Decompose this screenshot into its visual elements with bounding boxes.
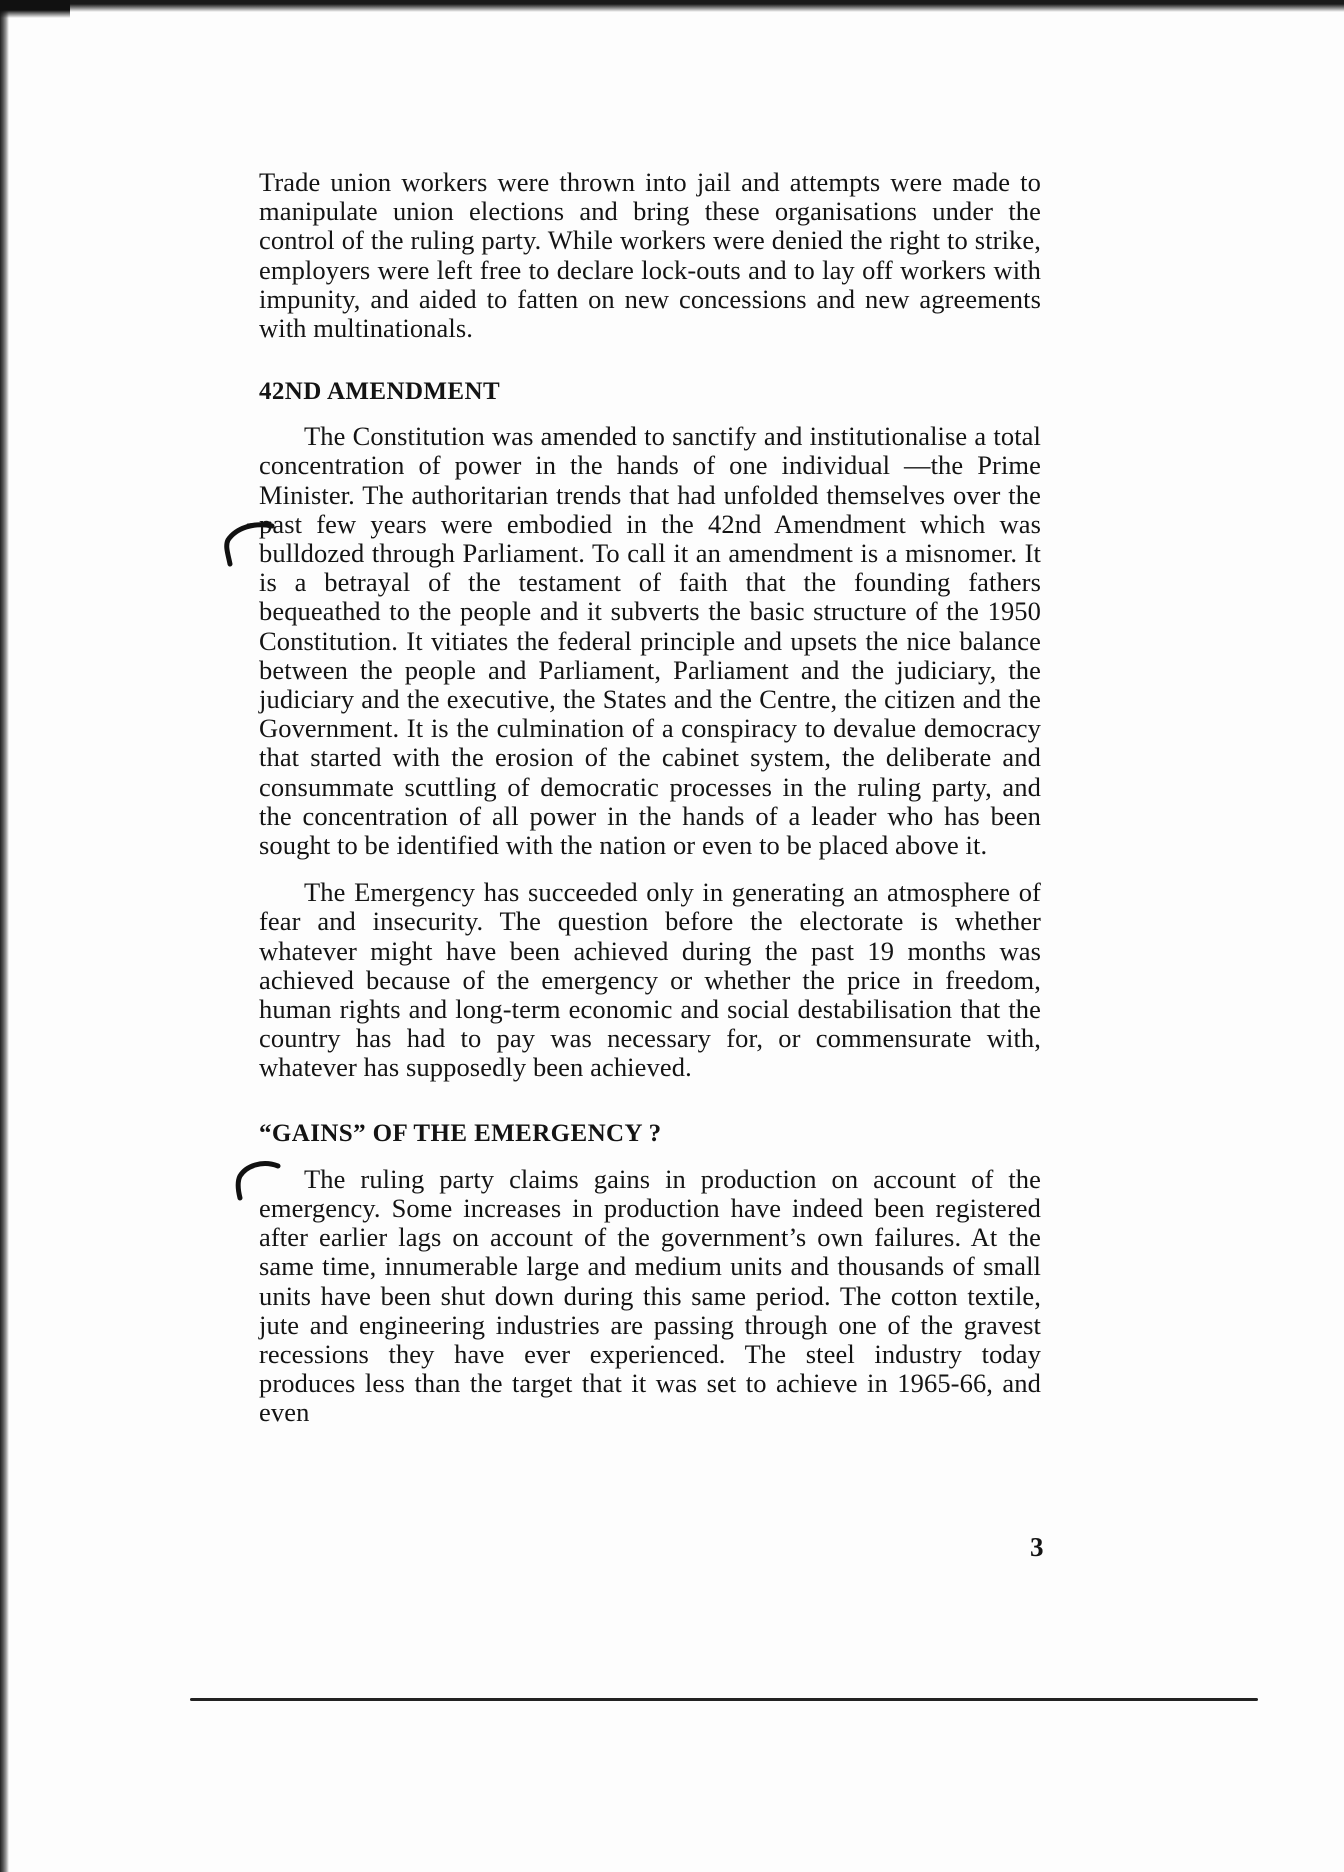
- text-column: [259, 168, 1041, 1428]
- scan-top-border: [0, 0, 1344, 12]
- paragraph-constitution: The Constitution was amended to sanctify and institutionalise a total concentration of power in the hands of one individual —the Prime Minister. The authoritarian trends that had unfolded themselves over the past few years were embodied in the 42nd Amendment which was bulldozed through Parliament. To call it an amendment is a misnomer. It is a betrayal of the testament of faith that the founding fathers bequeathed to the people and it subverts the basic structure of the 1950 Constitution. It vitiates the federal principle and upsets the nice balance between the people and Parliament, Parliament and the judiciary, the judiciary and the executive, the States and the Centre, the citizen and the Government. It is the culmination of a conspiracy to devalue democracy that started with the erosion of the cabinet system, the deliberate and consummate scuttling of democratic processes in the ruling party, and the concentration of all power in the hands of a leader who has been sought to be identified with the nation or even to be placed above it.: [259, 421, 1041, 861]
- paragraph-emergency: The Emergency has succeeded only in generating an atmosphere of fear and insecurity. The question before the electorate is whether whatever might have been achieved during the past 19 months was achieved because of the emergency or whether the price in freedom, human rights and long-term economic and social destabilisation that the country has had to pay was necessary for, or commensurate with, whatever has supposedly been achieved.: [259, 877, 1041, 1083]
- heading-42nd-amendment: 42ND AMENDMENT: [259, 378, 501, 406]
- paragraph-production: The ruling party claims gains in production on account of the emergency. Some increases in production have indeed been registered after earlier lags on account of the government’s own failures. At the same time, innumerable large and medium units and thousands of small units have been shut down during this same period. The cotton textile, jute and engineering industries are passing through one of the gravest recessions they have ever experienced. The steel industry today produces less than the target that it was set to achieve in 1965-66, and even: [259, 1163, 1041, 1428]
- scan-corner-mark: [0, 0, 70, 18]
- pen-mark-bottom: [232, 1158, 282, 1202]
- pen-mark-top: [220, 520, 276, 568]
- footer-rule: [190, 1698, 1258, 1701]
- paragraph-trade-union: Trade union workers were thrown into jail and attempts were made to manipulate union elections and bring these organisations under the control of the ruling party. While workers were denied the right to strike, employers were left free to declare lock-outs and to lay off workers with impunity, and aided to fatten on new concessions and new agreements with multinationals.: [259, 167, 1041, 344]
- scan-left-border: [0, 0, 9, 1872]
- heading-gains-of-emergency: “GAINS” OF THE EMERGENCY ?: [259, 1119, 662, 1147]
- page-number: 3: [1030, 1532, 1044, 1562]
